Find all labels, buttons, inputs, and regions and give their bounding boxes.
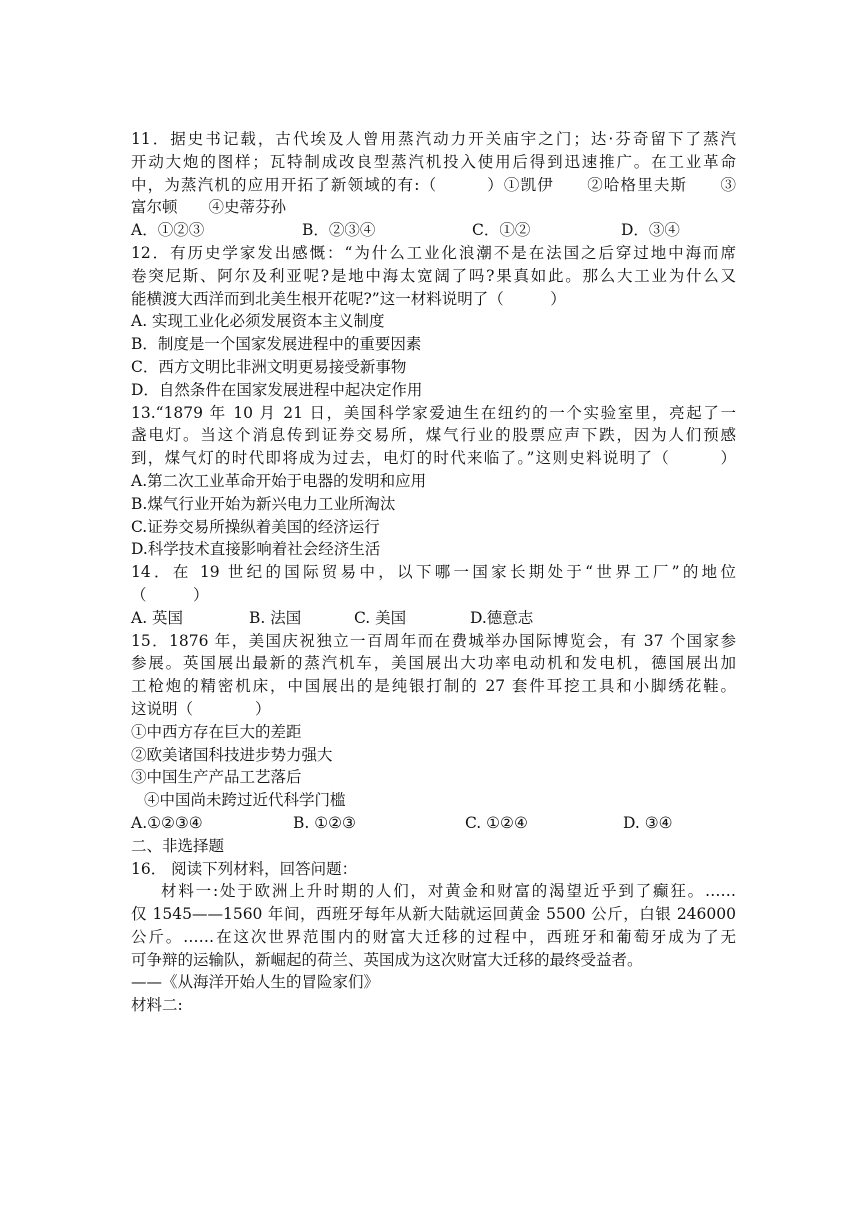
question-11-stem-line: 11．据史书记载，古代埃及人曾用蒸汽动力开关庙宇之门；达·芬奇留下了蒸汽 [131, 130, 736, 148]
option-a: A.第二次工业革命开始于电器的发明和应用 [131, 471, 427, 490]
question-14-stem-line: （ ） [131, 585, 209, 604]
question-14-stem-line: 14．在 19 世纪的国际贸易中，以下哪一国家长期处于“世界工厂”的地位 [131, 563, 736, 582]
question-14-options [131, 607, 736, 630]
option-c: C. ①②④ [465, 813, 528, 832]
question-11 [131, 128, 736, 242]
question-15-stem-line: 15．1876 年，美国庆祝独立一百周年而在费城举办国际博览会，有 37 个国家参 [131, 631, 736, 650]
option-c: C.证券交易所操纵着美国的经济运行 [131, 517, 380, 536]
statement-item: ④中国尚未跨过近代科学门槛 [144, 791, 346, 810]
material-1-line: 仅 1545——1560 年间，西班牙每年从新大陆就运回黄金 5500 公斤，白银 246000 [131, 905, 736, 924]
question-11-stem-line: 富尔顿 ④史蒂芬孙 [131, 198, 287, 217]
option-b: B. 法国 [249, 608, 302, 627]
option-b: B. ①②③ [293, 813, 356, 832]
question-15 [131, 630, 736, 835]
option-a: A. 实现工业化必须发展资本主义制度 [131, 312, 385, 331]
material-1-source: ——《从海洋开始人生的冒险家们》 [131, 973, 380, 992]
question-16 [131, 858, 736, 1018]
option-b: B.煤气行业开始为新兴电力工业所淘汰 [131, 494, 396, 513]
option-b: B．②③④ [302, 221, 376, 240]
option-a: A．①②③ [131, 221, 205, 240]
question-15-stem-line: 这说明（ ） [131, 699, 271, 718]
question-13-stem-line: 13.“1879 年 10 月 21 日，美国科学家爱迪生在纽约的一个实验室里，亮起了一 [131, 403, 736, 422]
question-15-stem-line: 参展。英国展出最新的蒸汽机车，美国展出大功率电动机和发电机，德国展出加 [131, 654, 736, 673]
question-13 [131, 402, 736, 562]
question-15-stem-line: 工枪炮的精密机床，中国展出的是纯银打制的 27 套件耳挖工具和小脚绣花鞋。 [131, 677, 736, 696]
option-c: C．西方文明比非洲文明更易接受新事物 [131, 357, 407, 376]
question-13-stem-line: 到，煤气灯的时代即将成为过去，电灯的时代来临了。”这则史料说明了（ ） [131, 449, 736, 468]
question-11-stem-line: 开动大炮的图样；瓦特制成改良型蒸汽机投入使用后得到迅速推广。在工业革命 [131, 152, 736, 171]
statement-item: ②欧美诸国科技进步势力强大 [131, 745, 333, 764]
option-d: D. ③④ [623, 813, 673, 832]
question-11-options [131, 219, 736, 242]
option-d: D．③④ [621, 221, 680, 240]
statement-item: ③中国生产产品工艺落后 [131, 768, 302, 787]
question-11-stem-line: 中，为蒸汽机的应用开拓了新领域的有:（ ）①凯伊 ②哈格里夫斯 ③ [131, 175, 736, 194]
statement-item: ①中西方存在巨大的差距 [131, 722, 302, 741]
section-heading: 二、非选择题 [131, 836, 225, 855]
material-2-label: 材料二: [131, 996, 183, 1015]
option-a: A. 英国 [131, 608, 184, 627]
material-1-line: 公斤。……在这次世界范围内的财富大迁移的过程中，西班牙和葡萄牙成为了无 [131, 927, 736, 946]
question-12-stem-line: 卷突尼斯、阿尔及利亚呢?是地中海太宽阔了吗?果真如此。那么大工业为什么又 [131, 266, 736, 285]
option-a: A.①②③④ [131, 813, 203, 832]
option-b: B．制度是一个国家发展进程中的重要因素 [131, 335, 422, 354]
question-12-stem-line: 12．有历史学家发出感慨：“为什么工业化浪潮不是在法国之后穿过地中海而席 [131, 243, 736, 262]
question-13-stem-line: 盏电灯。当这个消息传到证券交易所，煤气行业的股票应声下跌，因为人们预感 [131, 426, 736, 445]
option-c: C. 美国 [354, 608, 407, 627]
material-1-line: 可争辩的运输队，新崛起的荷兰、英国成为这次财富大迁移的最终受益者。 [131, 950, 643, 969]
question-12-stem-line: 能横渡大西洋而到北美生根开花呢?”这一材料说明了（ ） [131, 289, 566, 308]
option-d: D.德意志 [470, 608, 534, 627]
option-d: D．自然条件在国家发展进程中起决定作用 [131, 380, 423, 399]
option-c: C．①② [472, 221, 531, 240]
option-d: D.科学技术直接影响着社会经济生活 [131, 540, 381, 559]
question-12 [131, 242, 736, 402]
material-1-line: 材料一:处于欧洲上升时期的人们，对黄金和财富的渴望近乎到了癫狂。…… [161, 882, 736, 901]
document-body [131, 128, 736, 1017]
question-16-stem: 16． 阅读下列材料，回答问题： [131, 859, 358, 878]
question-15-options [131, 812, 736, 835]
question-14 [131, 561, 736, 629]
